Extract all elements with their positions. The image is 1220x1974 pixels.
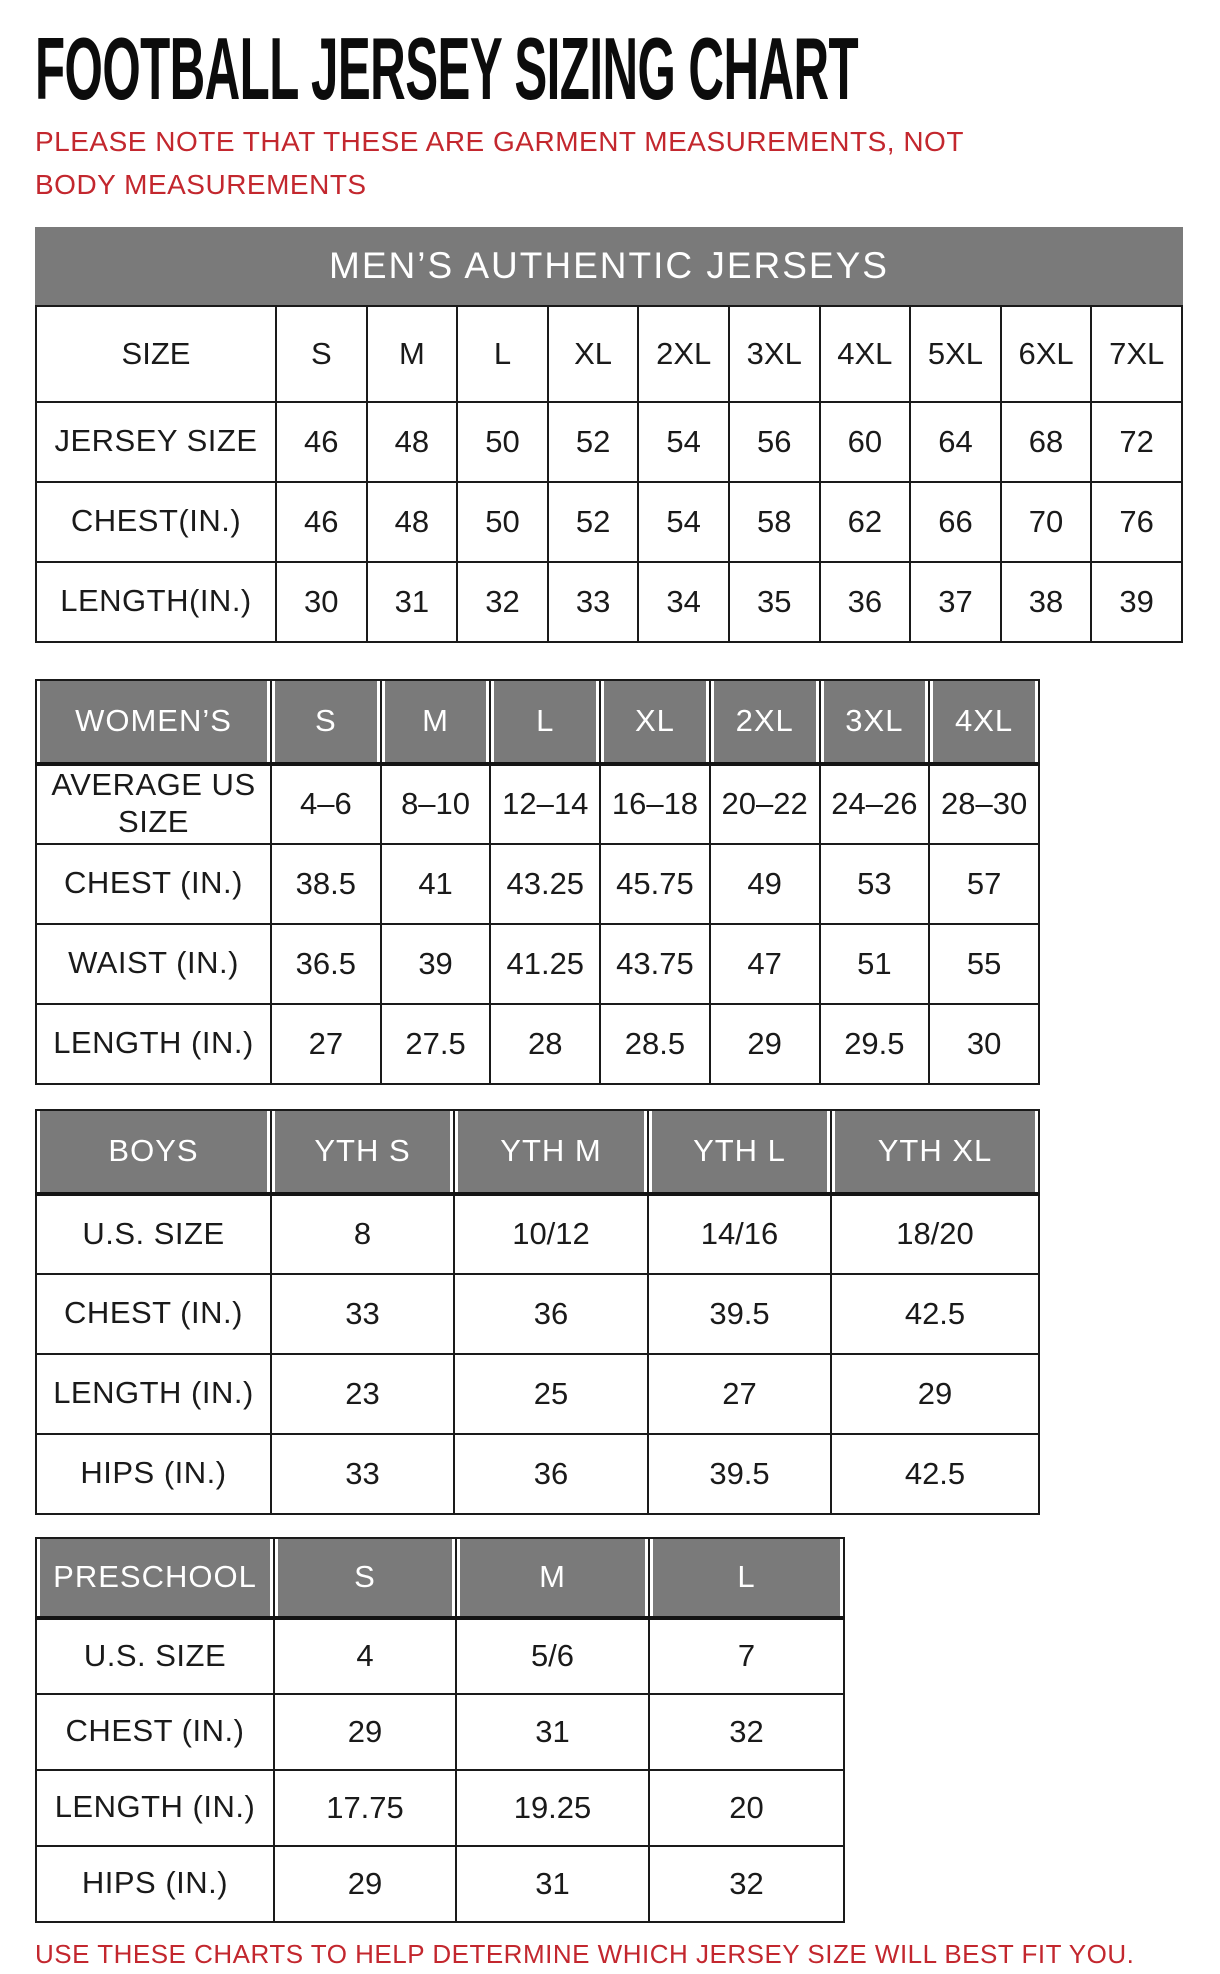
size-cell: 18/20 — [831, 1194, 1039, 1274]
column-header: XL — [548, 306, 639, 402]
table-row — [36, 1434, 1039, 1514]
size-cell: 29 — [710, 1004, 820, 1084]
size-cell: 19.25 — [456, 1770, 649, 1846]
size-cell: 43.25 — [490, 844, 600, 924]
row-label: CHEST (IN.) — [36, 844, 271, 924]
size-cell: 14/16 — [648, 1194, 831, 1274]
size-cell: 43.75 — [600, 924, 710, 1004]
column-header: 3XL — [820, 680, 930, 764]
size-cell: 12–14 — [490, 764, 600, 844]
column-header: YTH L — [648, 1110, 831, 1194]
size-cell: 48 — [367, 482, 458, 562]
size-cell: 5/6 — [456, 1618, 649, 1694]
size-cell: 33 — [271, 1434, 454, 1514]
size-cell: 42.5 — [831, 1434, 1039, 1514]
size-cell: 33 — [271, 1274, 454, 1354]
header-row — [36, 1538, 844, 1618]
size-cell: 49 — [710, 844, 820, 924]
size-cell: 51 — [820, 924, 930, 1004]
row-label: LENGTH (IN.) — [36, 1004, 271, 1084]
row-label: HIPS (IN.) — [36, 1434, 271, 1514]
size-cell: 4–6 — [271, 764, 381, 844]
size-cell: 36.5 — [271, 924, 381, 1004]
size-cell: 7 — [649, 1618, 844, 1694]
size-cell: 32 — [649, 1694, 844, 1770]
size-cell: 58 — [729, 482, 820, 562]
size-cell: 27.5 — [381, 1004, 491, 1084]
size-cell: 39 — [381, 924, 491, 1004]
size-cell: 30 — [276, 562, 367, 642]
size-cell: 28–30 — [929, 764, 1039, 844]
size-cell: 66 — [910, 482, 1001, 562]
column-header: 3XL — [729, 306, 820, 402]
column-header: M — [367, 306, 458, 402]
column-header: M — [381, 680, 491, 764]
size-cell: 55 — [929, 924, 1039, 1004]
size-cell: 24–26 — [820, 764, 930, 844]
mens-sizing-table — [35, 305, 1183, 643]
size-cell: 17.75 — [274, 1770, 456, 1846]
size-cell: 35 — [729, 562, 820, 642]
column-header: 7XL — [1091, 306, 1182, 402]
table-row — [36, 402, 1182, 482]
size-cell: 45.75 — [600, 844, 710, 924]
size-cell: 39.5 — [648, 1274, 831, 1354]
size-cell: 41 — [381, 844, 491, 924]
size-cell: 33 — [548, 562, 639, 642]
footer-note: USE THESE CHARTS TO HELP DETERMINE WHICH JERSEY SIZE WILL BEST FIT YOU. — [35, 1938, 1135, 1969]
size-cell: 20–22 — [710, 764, 820, 844]
size-cell: 50 — [457, 402, 548, 482]
boys-table-section — [35, 1109, 1185, 1515]
size-cell: 31 — [367, 562, 458, 642]
size-cell: 39.5 — [648, 1434, 831, 1514]
row-label: LENGTH (IN.) — [36, 1354, 271, 1434]
size-cell: 64 — [910, 402, 1001, 482]
size-cell: 29 — [274, 1846, 456, 1922]
size-cell: 30 — [929, 1004, 1039, 1084]
size-cell: 54 — [638, 402, 729, 482]
table-row — [36, 1770, 844, 1846]
column-header: YTH M — [454, 1110, 648, 1194]
size-cell: 27 — [648, 1354, 831, 1434]
size-cell: 27 — [271, 1004, 381, 1084]
size-cell: 20 — [649, 1770, 844, 1846]
page-title: FOOTBALL JERSEY SIZING CHART — [35, 19, 859, 118]
column-header: S — [274, 1538, 456, 1618]
size-cell: 28 — [490, 1004, 600, 1084]
size-cell: 56 — [729, 402, 820, 482]
table-row — [36, 482, 1182, 562]
size-cell: 52 — [548, 402, 639, 482]
column-header: M — [456, 1538, 649, 1618]
table-row — [36, 764, 1039, 844]
table-row — [36, 844, 1039, 924]
row-label: CHEST (IN.) — [36, 1274, 271, 1354]
table-row — [36, 1618, 844, 1694]
size-cell: 36 — [454, 1274, 648, 1354]
size-cell: 10/12 — [454, 1194, 648, 1274]
size-cell: 50 — [457, 482, 548, 562]
table-row — [36, 1194, 1039, 1274]
column-header: 4XL — [820, 306, 911, 402]
womens-table-section — [35, 679, 1185, 1085]
size-cell: 52 — [548, 482, 639, 562]
column-header: L — [457, 306, 548, 402]
header-row — [36, 680, 1039, 764]
row-label: CHEST (IN.) — [36, 1694, 274, 1770]
size-cell: 60 — [820, 402, 911, 482]
size-cell: 39 — [1091, 562, 1182, 642]
mens-table-section — [35, 227, 1185, 643]
size-cell: 32 — [649, 1846, 844, 1922]
table-row — [36, 1694, 844, 1770]
row-label: U.S. SIZE — [36, 1194, 271, 1274]
size-cell: 31 — [456, 1694, 649, 1770]
row-label: HIPS (IN.) — [36, 1846, 274, 1922]
column-header: S — [276, 306, 367, 402]
mens-table-banner: MEN’S AUTHENTIC JERSEYS — [35, 227, 1183, 305]
column-header: YTH S — [271, 1110, 454, 1194]
size-cell: 31 — [456, 1846, 649, 1922]
size-cell: 42.5 — [831, 1274, 1039, 1354]
size-cell: 23 — [271, 1354, 454, 1434]
size-cell: 54 — [638, 482, 729, 562]
column-header: 6XL — [1001, 306, 1092, 402]
size-cell: 46 — [276, 402, 367, 482]
size-cell: 29 — [274, 1694, 456, 1770]
table-row — [36, 924, 1039, 1004]
column-header: XL — [600, 680, 710, 764]
size-cell: 25 — [454, 1354, 648, 1434]
womens-sizing-table — [35, 679, 1040, 1085]
size-cell: 29.5 — [820, 1004, 930, 1084]
size-cell: 29 — [831, 1354, 1039, 1434]
column-header: 2XL — [638, 306, 729, 402]
preschool-table-section — [35, 1537, 1185, 1923]
row-label: CHEST(IN.) — [36, 482, 276, 562]
table-row — [36, 1846, 844, 1922]
boys-sizing-table — [35, 1109, 1040, 1515]
size-cell: 70 — [1001, 482, 1092, 562]
size-cell: 8–10 — [381, 764, 491, 844]
row-label: LENGTH(IN.) — [36, 562, 276, 642]
table-corner-header: WOMEN’S — [36, 680, 271, 764]
row-label: AVERAGE US SIZE — [36, 764, 271, 844]
size-cell: 68 — [1001, 402, 1092, 482]
size-cell: 32 — [457, 562, 548, 642]
garment-measurements-note: PLEASE NOTE THAT THESE ARE GARMENT MEASUREMENTS, NOT BODY MEASUREMENTS — [35, 125, 964, 201]
table-corner-header: PRESCHOOL — [36, 1538, 274, 1618]
size-cell: 8 — [271, 1194, 454, 1274]
size-cell: 36 — [820, 562, 911, 642]
size-cell: 62 — [820, 482, 911, 562]
header-row — [36, 1110, 1039, 1194]
size-cell: 38.5 — [271, 844, 381, 924]
column-header: 2XL — [710, 680, 820, 764]
size-cell: 41.25 — [490, 924, 600, 1004]
column-header: 5XL — [910, 306, 1001, 402]
table-row — [36, 1354, 1039, 1434]
size-cell: 72 — [1091, 402, 1182, 482]
table-row — [36, 1004, 1039, 1084]
size-cell: 4 — [274, 1618, 456, 1694]
size-cell: 46 — [276, 482, 367, 562]
table-corner-header: BOYS — [36, 1110, 271, 1194]
row-label: WAIST (IN.) — [36, 924, 271, 1004]
column-header: YTH XL — [831, 1110, 1039, 1194]
size-cell: 53 — [820, 844, 930, 924]
size-cell: 37 — [910, 562, 1001, 642]
size-cell: 38 — [1001, 562, 1092, 642]
size-cell: 16–18 — [600, 764, 710, 844]
size-cell: 34 — [638, 562, 729, 642]
size-cell: 76 — [1091, 482, 1182, 562]
column-header: 4XL — [929, 680, 1039, 764]
size-cell: 47 — [710, 924, 820, 1004]
size-cell: 36 — [454, 1434, 648, 1514]
size-cell: 28.5 — [600, 1004, 710, 1084]
preschool-sizing-table — [35, 1537, 845, 1923]
header-row — [36, 306, 1182, 402]
table-row — [36, 562, 1182, 642]
row-label: LENGTH (IN.) — [36, 1770, 274, 1846]
column-header: L — [490, 680, 600, 764]
table-row — [36, 1274, 1039, 1354]
row-label: JERSEY SIZE — [36, 402, 276, 482]
size-cell: 57 — [929, 844, 1039, 924]
column-header: S — [271, 680, 381, 764]
column-header: L — [649, 1538, 844, 1618]
row-label: U.S. SIZE — [36, 1618, 274, 1694]
table-corner-header: SIZE — [36, 306, 276, 402]
size-cell: 48 — [367, 402, 458, 482]
